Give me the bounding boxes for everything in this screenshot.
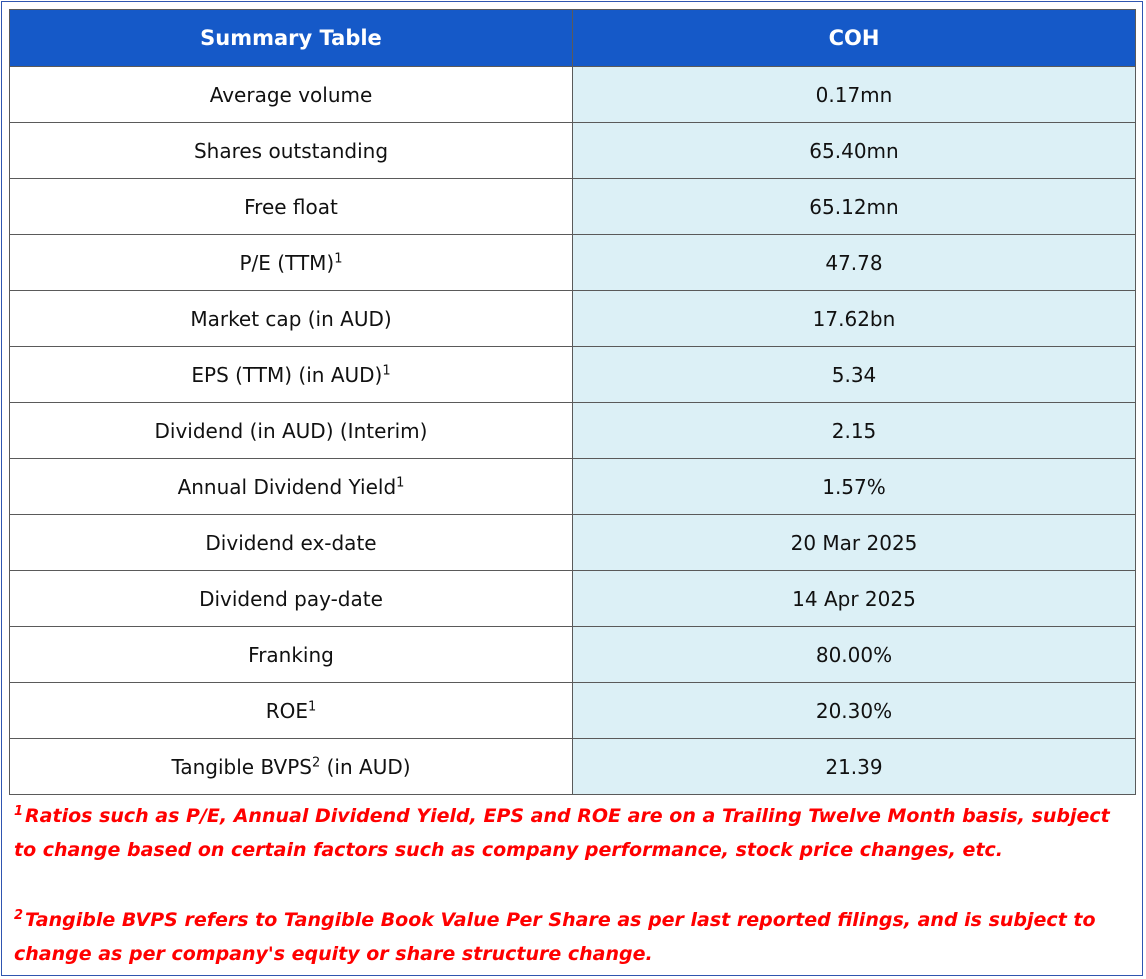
- row-value: 21.39: [573, 739, 1136, 795]
- row-value: 65.40mn: [573, 123, 1136, 179]
- row-label: [10, 459, 573, 515]
- row-label-text: Tangible BVPS: [171, 754, 312, 779]
- row-label: [10, 683, 573, 739]
- table-row: [10, 123, 1136, 179]
- row-value: 20.30%: [573, 683, 1136, 739]
- row-label: [10, 571, 573, 627]
- row-value: 17.62bn: [573, 291, 1136, 347]
- footnote-1: [14, 799, 1129, 867]
- row-value: 14 Apr 2025: [573, 571, 1136, 627]
- row-label: [10, 739, 573, 795]
- row-label: [10, 347, 573, 403]
- row-label-text: Shares outstanding: [193, 138, 389, 163]
- row-label-text: Market cap (in AUD): [190, 306, 392, 331]
- table-row: [10, 627, 1136, 683]
- table-row: [10, 739, 1136, 795]
- footnote-ref: 2: [311, 754, 321, 770]
- row-label-text: P/E (TTM): [239, 250, 335, 275]
- row-label-text: Dividend (in AUD) (Interim): [154, 418, 428, 443]
- row-label: [10, 123, 573, 179]
- row-label: [10, 627, 573, 683]
- row-label: [10, 403, 573, 459]
- row-label-text: Franking: [248, 642, 334, 667]
- summary-frame: [1, 1, 1143, 976]
- table-row: [10, 67, 1136, 123]
- footnote-mark: 2: [14, 907, 24, 923]
- footnote-2: [14, 903, 1129, 971]
- row-value: 0.17mn: [573, 67, 1136, 123]
- table-header-row: [10, 10, 1136, 67]
- row-label-text: Annual Dividend Yield: [177, 474, 397, 499]
- footnote-text: Tangible BVPS refers to Tangible Book Value Per Share as per last reported filings, and is subject to change as per company's equity or share structure change.: [14, 909, 1096, 965]
- row-value: 20 Mar 2025: [573, 515, 1136, 571]
- row-value: 65.12mn: [573, 179, 1136, 235]
- row-value: 1.57%: [573, 459, 1136, 515]
- table-row: [10, 291, 1136, 347]
- row-value: 5.34: [573, 347, 1136, 403]
- row-label: [10, 235, 573, 291]
- row-label-text: Average volume: [209, 82, 373, 107]
- header-label: Summary Table: [10, 10, 573, 67]
- table-row: [10, 235, 1136, 291]
- row-label-text: EPS (TTM) (in AUD): [191, 362, 383, 387]
- table-row: [10, 347, 1136, 403]
- row-value: 80.00%: [573, 627, 1136, 683]
- row-label-text: Dividend pay-date: [199, 586, 383, 611]
- row-label-suffix: (in AUD): [320, 754, 411, 779]
- row-label: [10, 515, 573, 571]
- table-row: [10, 179, 1136, 235]
- row-label: [10, 291, 573, 347]
- footnote-ref: 1: [308, 698, 317, 714]
- summary-table: [9, 9, 1136, 795]
- table-row: [10, 515, 1136, 571]
- row-value: 2.15: [573, 403, 1136, 459]
- table-row: [10, 459, 1136, 515]
- row-label-text: Dividend ex-date: [205, 530, 377, 555]
- table-row: [10, 683, 1136, 739]
- row-label: [10, 179, 573, 235]
- footnote-text: Ratios such as P/E, Annual Dividend Yield, EPS and ROE are on a Trailing Twelve Month basis, subject to change based on certain factors such as company performance, stock price changes, etc.: [14, 805, 1110, 861]
- footnote-ref: 1: [334, 250, 343, 266]
- row-label-text: ROE: [265, 698, 308, 723]
- row-label: [10, 67, 573, 123]
- footnote-ref: 1: [382, 362, 391, 378]
- header-ticker: COH: [573, 10, 1136, 67]
- row-label-text: Free float: [244, 194, 338, 219]
- footnote-mark: 1: [14, 803, 24, 819]
- table-row: [10, 571, 1136, 627]
- row-value: 47.78: [573, 235, 1136, 291]
- footnote-ref: 1: [396, 474, 405, 490]
- table-row: [10, 403, 1136, 459]
